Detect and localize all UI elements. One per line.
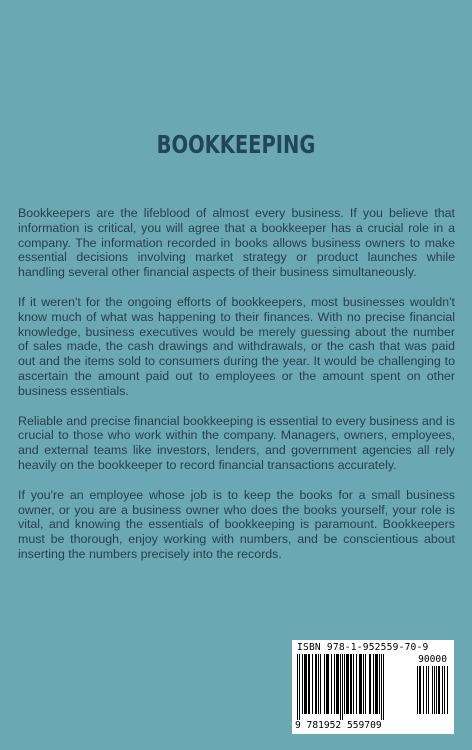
barcode-bar (369, 654, 371, 714)
barcode-bar (350, 654, 352, 714)
barcode-bar (344, 654, 345, 714)
barcode-bar (346, 654, 349, 714)
barcode-bar (299, 654, 300, 720)
isbn-text: ISBN 978-1-952559-70-9 (297, 642, 429, 653)
barcode-bar (426, 666, 427, 714)
barcode-digits: 9 781952 559709 (295, 720, 382, 731)
barcode-bar (436, 666, 437, 714)
blurb-paragraph: If you're an employee whose job is to keep the books for a small business owner, or you are a business owner who does the books yourself, your role is vital, and knowing the essentials of bookkeeping is paramount. Bookkeepers must be thorough, enjoy working with numbers, and be conscientious about inserting the numbers precisely into the records. (18, 487, 455, 561)
barcode-bar (334, 654, 335, 714)
barcode-bar (383, 654, 384, 720)
barcode-bar (375, 654, 378, 714)
blurb-paragraph: Reliable and precise financial bookkeeping is essential to every business and is crucial to those who work within the company. Managers, owners, employees, and external teams like investors, lenders, and government agencies all rely heavily on the bookkeeper to record financial transactions accurately. (18, 413, 455, 472)
barcode-bar (304, 654, 307, 714)
barcode-bar (381, 654, 382, 720)
barcode-bar (359, 654, 362, 714)
barcode-bar (302, 654, 303, 714)
barcode-bar (297, 654, 298, 720)
barcode-bar (442, 666, 443, 714)
barcode-bar (308, 654, 310, 714)
barcode-bar (379, 654, 380, 714)
addon-barcode-bars (417, 666, 449, 720)
barcode-bar (336, 654, 339, 714)
ean-barcode-bars (297, 654, 413, 720)
blurb-paragraph: Bookkeepers are the lifeblood of almost every business. If you believe that information is critical, you will agree that a bookkeeper has a crucial role in a company. The information recorded in books allows business owners to make essential decisions involving market strategy or product launches while handling several other financial aspects of their business simultaneously. (18, 206, 455, 280)
barcode-bar (438, 666, 440, 714)
isbn-barcode (292, 640, 454, 734)
barcode-bar (417, 666, 418, 714)
barcode-bar (356, 654, 357, 714)
blurb (18, 206, 455, 577)
barcode-bar (365, 654, 366, 714)
barcode-bar (320, 654, 321, 714)
barcode-bar (342, 654, 343, 720)
barcode-bar (353, 654, 354, 714)
barcode-bar (318, 654, 319, 714)
barcode-bar (434, 666, 435, 714)
barcode-bar (312, 654, 313, 714)
barcode-bar (331, 654, 332, 714)
barcode-bar (423, 666, 424, 714)
cover-title: BOOKKEEPING (156, 130, 316, 159)
barcode-bar (373, 654, 374, 714)
barcode-bar (447, 666, 448, 714)
barcode-bar (326, 654, 329, 714)
barcode-bar (432, 666, 433, 714)
barcode-bar (363, 654, 364, 714)
price-code: 90000 (418, 654, 447, 665)
barcode-bar (315, 654, 317, 714)
barcode-bar (444, 666, 445, 714)
barcode-bar (428, 666, 429, 714)
barcode-bar (340, 654, 341, 720)
blurb-paragraph: If it weren't for the ongoing efforts of bookkeepers, most businesses wouldn't know much of what was happening to their finances. With no precise financial knowledge, business executives would be merely guessing about the number of sales made, the cash drawings and withdrawals, or the cash that was paid out and the items sold to consumers during the year. It would be challenging to ascertain the amount paid out to employees or the amount spent on other business essentials. (18, 294, 455, 398)
barcode-bar (419, 666, 421, 714)
barcode-bar (324, 654, 325, 714)
